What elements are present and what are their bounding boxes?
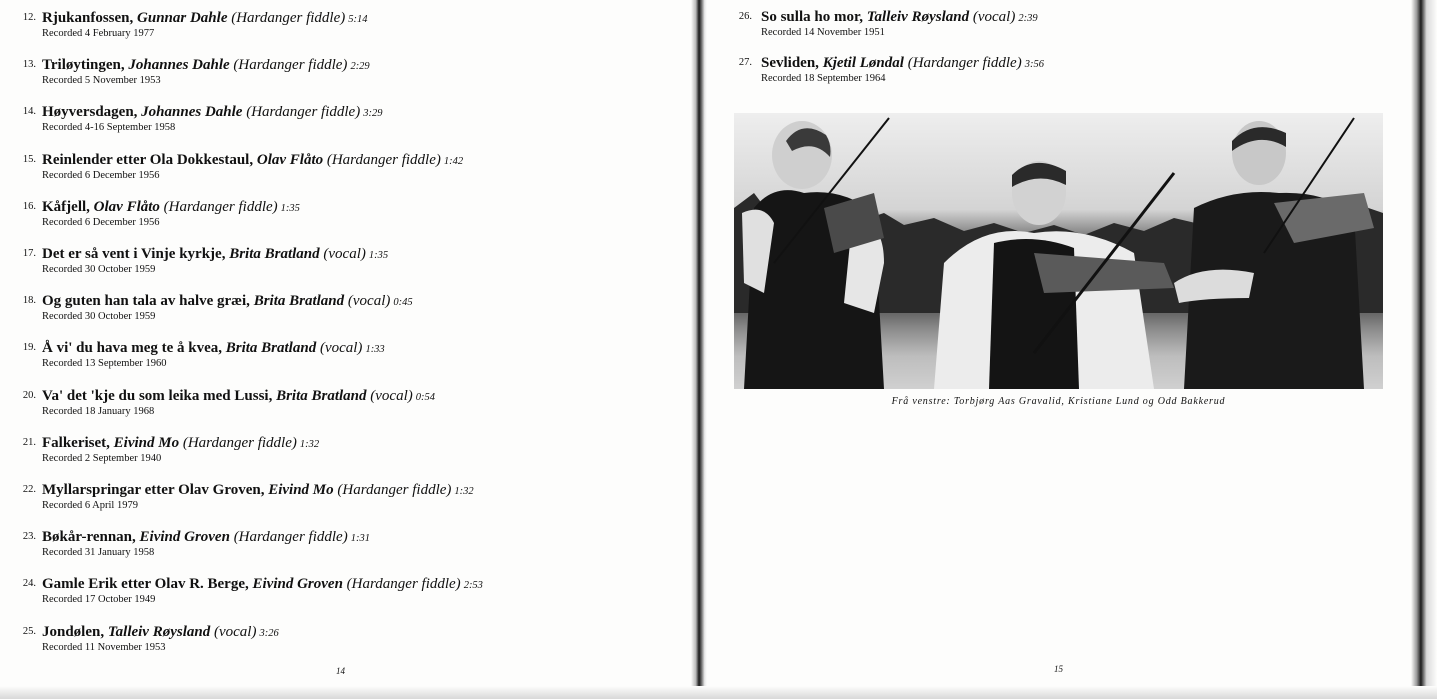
track-performer: Brita Bratland <box>229 246 320 262</box>
track-instrument: (Hardanger fiddle) <box>233 57 348 74</box>
track-instrument: (Hardanger fiddle) <box>233 529 348 546</box>
track-number: 13. <box>22 59 36 71</box>
photo-caption: Frå venstre: Torbjørg Aas Gravalid, Kristiane Lund og Odd Bakkerud <box>891 396 1226 407</box>
track-title-line <box>42 434 319 454</box>
track-title-line <box>42 339 385 359</box>
track-duration: 3:26 <box>259 627 279 639</box>
track-duration: 5:14 <box>348 14 368 25</box>
track-recorded-date: Recorded 4-16 September 1958 <box>42 122 176 134</box>
page-edge-shadow <box>1411 0 1437 699</box>
track-instrument: (vocal) <box>213 623 257 640</box>
book-gutter <box>691 0 707 699</box>
track-title: Myllarspringar etter Olav Groven, <box>42 482 265 498</box>
track-instrument: (vocal) <box>972 9 1016 25</box>
track-instrument: (Hardanger fiddle) <box>346 576 461 593</box>
track-title-line <box>761 8 1038 28</box>
track-title-line <box>42 292 413 312</box>
track-recorded-date: Recorded 2 September 1940 <box>42 452 162 464</box>
track-duration: 1:31 <box>350 533 370 545</box>
track-performer: Eivind Groven <box>252 576 343 593</box>
track-performer: Talleiv Røysland <box>107 623 211 640</box>
track-number: 16. <box>22 200 36 212</box>
track-title-line <box>42 481 474 501</box>
track-performer: Olav Flåto <box>93 198 160 215</box>
track-title: Å vi' du hava meg te å kvea, <box>42 340 222 357</box>
track-duration: 1:32 <box>454 486 474 497</box>
track-performer: Eivind Mo <box>113 434 180 451</box>
track-recorded-date: Recorded 6 December 1956 <box>42 216 160 228</box>
track-title: Høyversdagen, <box>42 104 138 121</box>
track-title: Reinlender etter Ola Dokkestaul, <box>42 151 254 168</box>
track-recorded-date: Recorded 17 October 1949 <box>42 594 156 606</box>
track-instrument: (vocal) <box>319 340 363 357</box>
track-duration: 1:42 <box>443 155 464 167</box>
track-performer: Brita Bratland <box>225 340 317 357</box>
track-title: Triløytingen, <box>42 57 125 74</box>
track-duration: 0:45 <box>393 297 413 309</box>
track-title-line <box>42 9 368 29</box>
track-recorded-date: Recorded 18 January 1968 <box>42 405 155 417</box>
track-title: Bøkår-rennan, <box>42 529 136 546</box>
track-duration: 1:35 <box>280 202 300 214</box>
track-duration: 3:29 <box>363 108 383 120</box>
track-recorded-date: Recorded 4 February 1977 <box>42 28 155 39</box>
track-title: Falkeriset, <box>42 434 110 451</box>
track-number: 24. <box>22 578 36 590</box>
track-title: Jondølen, <box>42 623 105 640</box>
track-duration: 3:56 <box>1024 59 1044 70</box>
track-duration: 2:39 <box>1018 13 1038 24</box>
track-performer: Kjetil Løndal <box>822 55 904 71</box>
track-performer: Gunnar Dahle <box>137 10 228 26</box>
track-duration: 2:29 <box>350 61 370 73</box>
track-title: So sulla ho mor, <box>761 9 863 25</box>
bottom-edge-shadow <box>0 686 1437 699</box>
track-recorded-date: Recorded 13 September 1960 <box>42 358 167 370</box>
track-instrument: (Hardanger fiddle) <box>246 104 361 121</box>
track-title-line <box>42 245 388 265</box>
track-performer: Johannes Dahle <box>141 104 243 121</box>
track-title: Sevliden, <box>761 55 819 71</box>
track-title: Va' det 'kje du som leika med Lussi, <box>42 387 273 404</box>
track-number: 23. <box>22 531 36 543</box>
track-number: 15. <box>22 153 36 165</box>
track-recorded-date: Recorded 6 April 1979 <box>42 500 138 511</box>
track-number: 27. <box>738 57 752 68</box>
track-performer: Eivind Groven <box>139 529 230 546</box>
fiddlers-photo-image <box>734 113 1383 389</box>
track-performer: Talleiv Røysland <box>866 9 970 25</box>
track-recorded-date: Recorded 30 October 1959 <box>42 311 156 323</box>
track-title: Kåfjell, <box>42 198 90 215</box>
track-recorded-date: Recorded 6 December 1956 <box>42 169 160 181</box>
track-instrument: (Hardanger fiddle) <box>182 434 297 451</box>
track-performer: Olav Flåto <box>256 151 324 168</box>
track-title: Og guten han tala av halve græi, <box>42 293 250 310</box>
track-title-line <box>42 528 370 548</box>
track-recorded-date: Recorded 18 September 1964 <box>761 73 886 84</box>
track-number: 17. <box>22 248 36 259</box>
track-performer: Eivind Mo <box>268 482 334 498</box>
track-number: 19. <box>22 342 36 354</box>
track-performer: Brita Bratland <box>276 387 367 404</box>
track-number: 12. <box>22 12 36 23</box>
track-title: Det er så vent i Vinje kyrkje, <box>42 246 226 262</box>
track-title-line <box>42 56 370 76</box>
track-number: 22. <box>22 484 36 495</box>
track-duration: 1:32 <box>299 438 320 450</box>
track-recorded-date: Recorded 31 January 1958 <box>42 547 155 559</box>
track-duration: 0:54 <box>415 391 436 403</box>
track-number: 26. <box>738 11 752 22</box>
track-recorded-date: Recorded 14 November 1951 <box>761 27 885 38</box>
track-title: Gamle Erik etter Olav R. Berge, <box>42 576 249 593</box>
track-recorded-date: Recorded 11 November 1953 <box>42 641 166 653</box>
track-instrument: (Hardanger fiddle) <box>907 55 1022 71</box>
track-instrument: (Hardanger fiddle) <box>231 10 346 26</box>
track-instrument: (Hardanger fiddle) <box>163 198 278 215</box>
track-instrument: (Hardanger fiddle) <box>326 151 441 168</box>
track-recorded-date: Recorded 5 November 1953 <box>42 75 161 87</box>
track-number: 18. <box>22 295 36 307</box>
track-title-line <box>42 387 435 407</box>
track-instrument: (vocal) <box>323 246 366 262</box>
track-performer: Johannes Dahle <box>128 57 230 74</box>
track-instrument: (vocal) <box>347 293 391 310</box>
track-recorded-date: Recorded 30 October 1959 <box>42 264 156 275</box>
left-page <box>0 0 697 699</box>
right-page <box>706 0 1424 699</box>
track-title-line <box>42 103 382 123</box>
track-duration: 1:33 <box>365 344 385 356</box>
page-number-right: 15 <box>1054 664 1063 674</box>
fiddlers-photo <box>734 113 1383 389</box>
track-title-line <box>42 575 483 595</box>
track-number: 20. <box>22 389 36 401</box>
track-title-line <box>42 623 279 643</box>
track-title: Rjukanfossen, <box>42 10 134 26</box>
track-instrument: (vocal) <box>370 387 413 404</box>
track-title-line <box>42 198 300 218</box>
track-number: 21. <box>22 436 36 448</box>
track-title-line <box>761 54 1044 74</box>
track-number: 14. <box>22 106 36 118</box>
track-duration: 1:35 <box>368 250 389 261</box>
track-title-line <box>42 151 463 171</box>
track-performer: Brita Bratland <box>253 293 345 310</box>
track-instrument: (Hardanger fiddle) <box>337 482 452 498</box>
page-number-left: 14 <box>336 666 345 676</box>
track-duration: 2:53 <box>463 580 483 592</box>
track-number: 25. <box>22 625 36 637</box>
